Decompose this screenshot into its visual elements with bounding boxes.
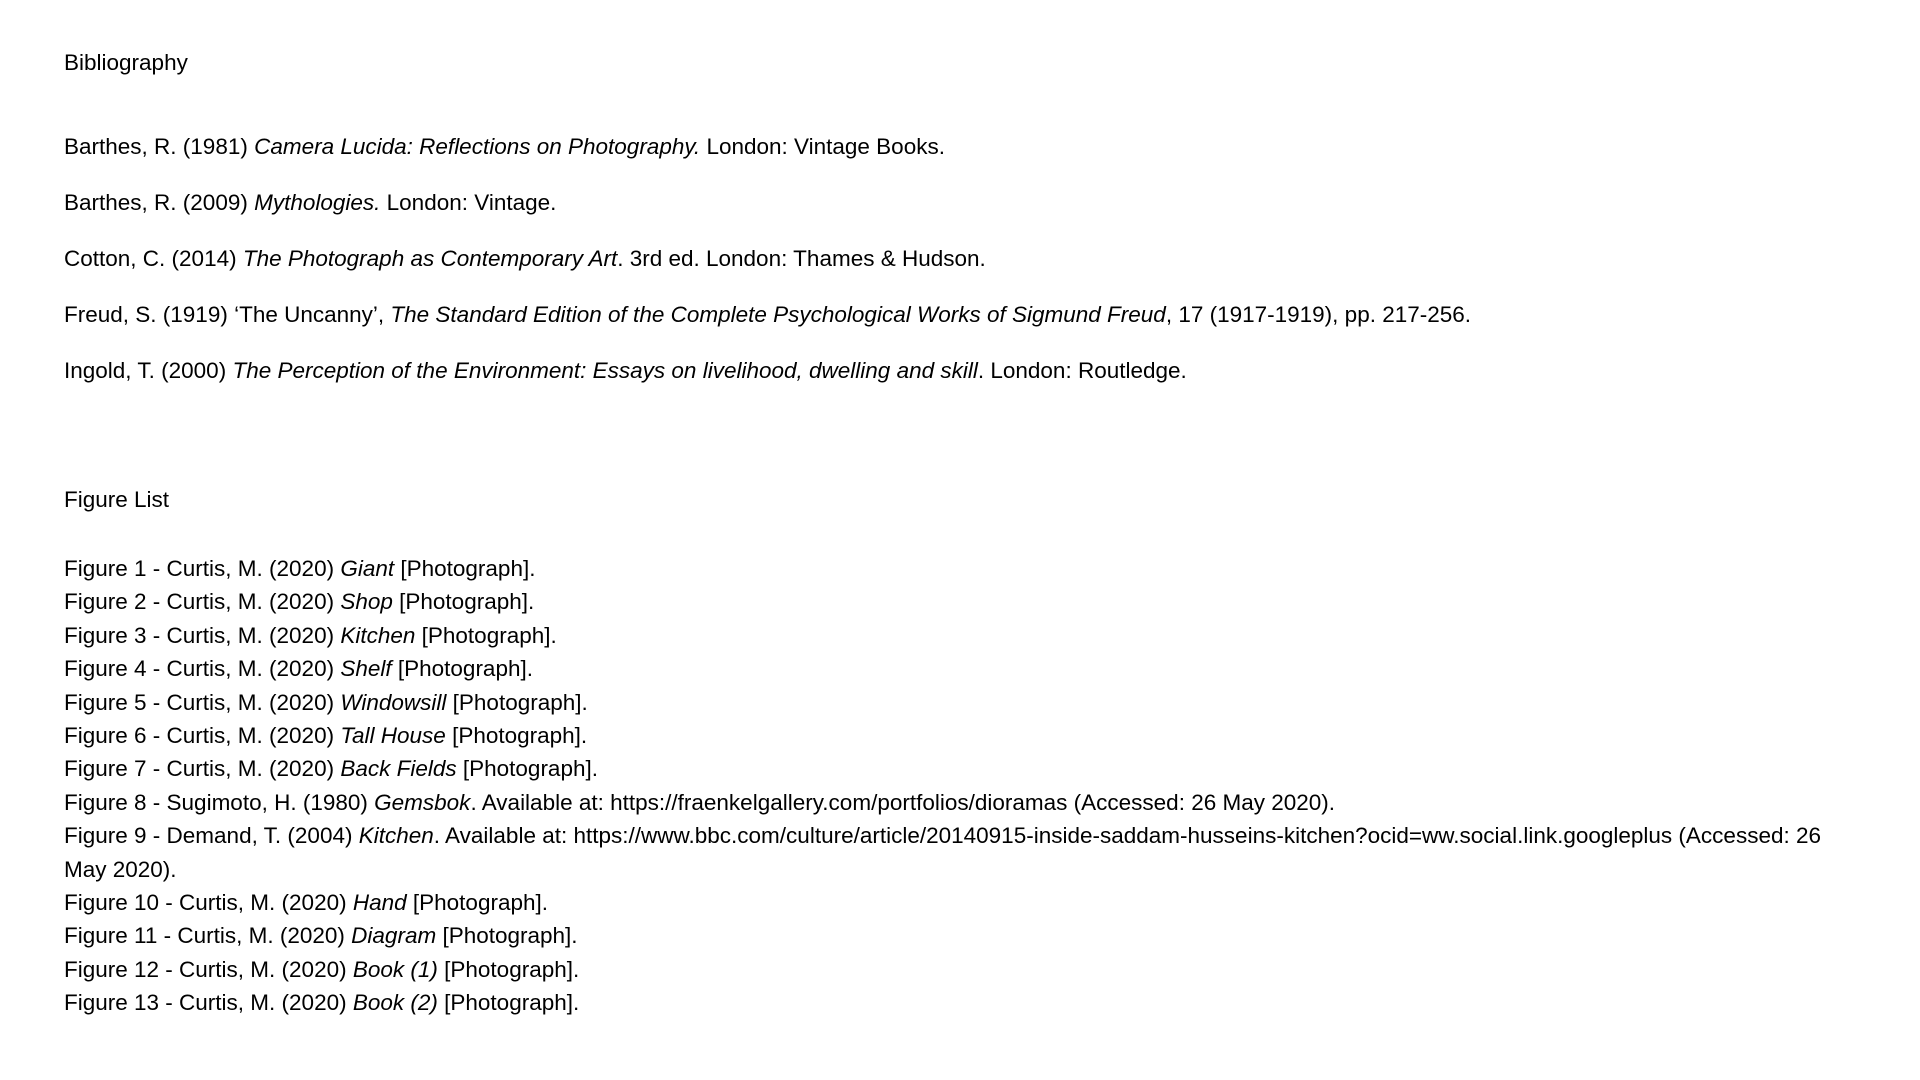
entry-publisher: London: Vintage.: [380, 190, 557, 215]
entry-publisher: . 3rd ed. London: Thames & Hudson.: [617, 246, 986, 271]
figure-entry: [64, 886, 1864, 919]
figure-credit: Figure 5 - Curtis, M. (2020): [64, 689, 341, 715]
figure-title: Kitchen: [358, 823, 434, 849]
entry-publisher: . London: Routledge.: [977, 358, 1187, 383]
bibliography-entry: [64, 357, 1864, 385]
figure-source: [Photograph].: [446, 689, 588, 715]
figure-title: Shelf: [340, 656, 392, 682]
entry-title: The Photograph as Contemporary Art: [242, 246, 618, 271]
figure-source: [Photograph].: [437, 956, 580, 982]
figure-list: [64, 552, 1864, 1020]
entry-publisher: London: Vintage Books.: [700, 134, 945, 159]
bibliography-list: [64, 133, 1864, 413]
figure-credit: Figure 6 - Curtis, M. (2020): [64, 723, 341, 749]
figure-entry: [64, 686, 1864, 719]
figure-credit: Figure 10 - Curtis, M. (2020): [64, 890, 353, 916]
figure-source: [Photograph].: [456, 756, 598, 782]
bibliography-entry: [64, 133, 1864, 161]
figure-title: Giant: [340, 556, 395, 581]
figure-entry: [64, 786, 1864, 819]
figure-source: [Photograph].: [445, 723, 588, 749]
bibliography-entry: [64, 189, 1864, 217]
figure-title: Diagram: [351, 923, 437, 949]
figure-entry: [64, 552, 1864, 585]
figure-credit: Figure 9 - Demand, T. (2004): [64, 823, 359, 849]
bibliography-entry: [64, 301, 1864, 329]
figure-credit: Figure 4 - Curtis, M. (2020): [64, 656, 341, 682]
figure-source: [Photograph].: [406, 890, 548, 916]
entry-author: Cotton, C. (2014): [64, 246, 243, 271]
figure-source: . Available at: https://fraenkelgallery.com/portfolios/dioramas (Accessed: 26 May 2020).: [470, 789, 1336, 815]
figure-source: [Photograph].: [437, 990, 580, 1016]
figure-entry: [64, 919, 1864, 952]
entry-publisher: , 17 (1917-1919), pp. 217-256.: [1165, 302, 1472, 327]
figure-title: Shop: [340, 589, 393, 615]
figure-source: [Photograph].: [392, 589, 535, 615]
figure-credit: Figure 12 - Curtis, M. (2020): [64, 956, 353, 982]
figure-title: Book (1): [352, 956, 438, 982]
figure-title: Book (2): [352, 990, 438, 1016]
figure-credit: Figure 8 - Sugimoto, H. (1980): [64, 789, 375, 815]
figure-source: [Photograph].: [391, 656, 533, 682]
figure-source: [Photograph].: [394, 556, 536, 581]
figure-entry: [64, 619, 1864, 652]
figure-source: . Available at: https://www.bbc.com/culture/article/20140915-inside-saddam-husseins-kitchen?ocid=ww.social.link.googleplus (Accessed: 26 May 2020).: [64, 823, 1821, 882]
figure-title: Kitchen: [340, 622, 416, 648]
entry-author: Barthes, R. (1981): [64, 134, 255, 159]
figure-title: Back Fields: [340, 756, 457, 782]
figure-list-heading: Figure List: [64, 487, 170, 512]
figure-credit: Figure 3 - Curtis, M. (2020): [64, 622, 341, 648]
bibliography-heading: Bibliography: [64, 50, 188, 75]
entry-title: The Perception of the Environment: Essays on livelihood, dwelling and skill: [232, 358, 978, 383]
entry-author: Barthes, R. (2009): [64, 190, 255, 215]
entry-author: Freud, S. (1919) ‘The Uncanny’,: [64, 302, 391, 327]
figure-title: Gemsbok: [374, 789, 471, 815]
figure-entry: [64, 986, 1864, 1019]
figure-entry: [64, 819, 1864, 886]
entry-title: Mythologies.: [254, 190, 381, 215]
figure-source: [Photograph].: [436, 923, 578, 949]
entry-title: The Standard Edition of the Complete Psychological Works of Sigmund Freud: [390, 302, 1166, 327]
entry-author: Ingold, T. (2000): [64, 358, 233, 383]
bibliography-entry: [64, 245, 1864, 273]
figure-credit: Figure 1 - Curtis, M. (2020): [64, 556, 341, 581]
figure-entry: [64, 953, 1864, 986]
figure-entry: [64, 585, 1864, 618]
figure-title: Tall House: [340, 723, 446, 749]
figure-credit: Figure 13 - Curtis, M. (2020): [64, 990, 353, 1016]
figure-title: Windowsill: [340, 689, 447, 715]
figure-credit: Figure 7 - Curtis, M. (2020): [64, 756, 341, 782]
figure-title: Hand: [352, 890, 407, 916]
figure-entry: [64, 752, 1864, 785]
figure-credit: Figure 11 - Curtis, M. (2020): [64, 923, 352, 949]
figure-entry: [64, 652, 1864, 685]
figure-entry: [64, 719, 1864, 752]
entry-title: Camera Lucida: Reflections on Photography.: [254, 134, 701, 159]
figure-source: [Photograph].: [415, 622, 557, 648]
figure-credit: Figure 2 - Curtis, M. (2020): [64, 589, 341, 615]
